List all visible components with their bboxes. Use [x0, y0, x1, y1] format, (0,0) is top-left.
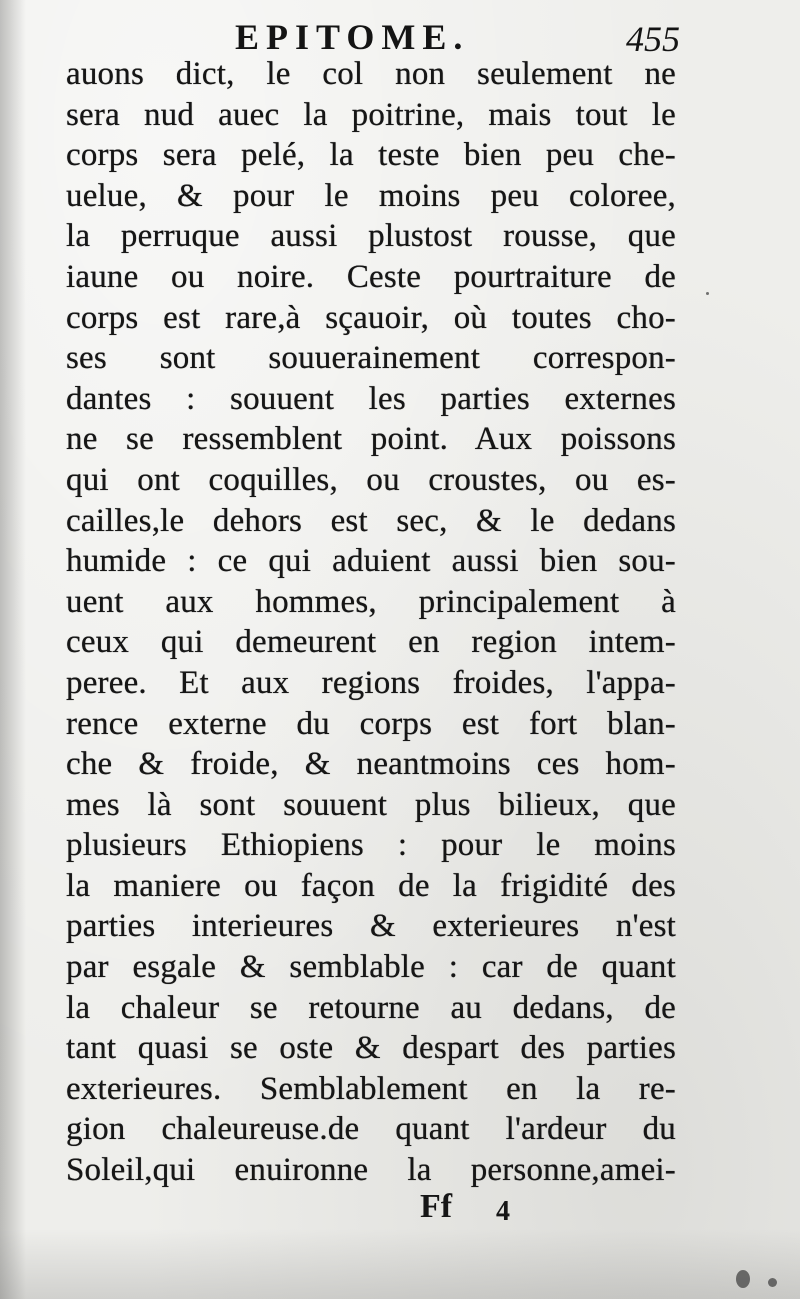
bottom-shadow [0, 1229, 800, 1299]
gutter-shadow [0, 0, 26, 1299]
text-line: che & froide, & neantmoins ces hom- [66, 746, 676, 783]
running-title: EPITOME. [235, 17, 470, 57]
text-line: tant quasi se oste & despart des parties [66, 1030, 676, 1067]
text-line: parties interieures & exterieures n'est [66, 908, 676, 945]
text-line: corps sera pelé, la teste bien peu che- [66, 137, 676, 174]
text-line: peree. Et aux regions froides, l'appa- [66, 664, 676, 701]
text-line: ceux qui demeurent en region intem- [66, 624, 676, 661]
text-line: cailles,le dehors est sec, & le dedans [66, 502, 676, 539]
page-number: 455 [626, 19, 680, 59]
text-line: plusieurs Ethiopiens : pour le moins [66, 827, 676, 864]
text-line: exterieures. Semblablement en la re- [66, 1070, 676, 1107]
text-line: sera nud auec la poitrine, mais tout le [66, 96, 676, 133]
text-line: qui ont coquilles, ou croustes, ou es- [66, 461, 676, 498]
text-line: dantes : souuent les parties externes [66, 380, 676, 417]
text-line: uelue, & pour le moins peu coloree, [66, 177, 676, 214]
text-line: corps est rare,à sçauoir, où toutes cho- [66, 299, 676, 336]
paper-speck [706, 292, 709, 295]
body-text [66, 54, 676, 1191]
text-line: gion chaleureuse.de quant l'ardeur du [66, 1111, 676, 1148]
text-line: Soleil,qui enuironne la personne,amei- [66, 1152, 676, 1189]
text-line: ne se ressemblent point. Aux poissons [66, 421, 676, 458]
paper-speck [736, 1270, 750, 1288]
text-line: la maniere ou façon de la frigidité des [66, 867, 676, 904]
text-line: iaune ou noire. Ceste pourtraiture de [66, 258, 676, 295]
paper-speck [768, 1278, 777, 1287]
text-line: la perruque aussi plustost rousse, que [66, 218, 676, 255]
text-line: la chaleur se retourne au dedans, de [66, 989, 676, 1026]
text-line: ses sont souuerainement correspon- [66, 340, 676, 377]
text-line: auons dict, le col non seulement ne [66, 56, 676, 92]
signature-line [420, 1188, 560, 1232]
text-line: rence externe du corps est fort blan- [66, 705, 676, 742]
text-line: mes là sont souuent plus bilieux, que [66, 786, 676, 823]
text-line: humide : ce qui aduient aussi bien sou- [66, 543, 676, 580]
signature-mark: Ff [420, 1188, 453, 1225]
signature-number: 4 [496, 1196, 510, 1227]
text-line: uent aux hommes, principalement à [66, 583, 676, 620]
text-line: par esgale & semblable : car de quant [66, 949, 676, 986]
